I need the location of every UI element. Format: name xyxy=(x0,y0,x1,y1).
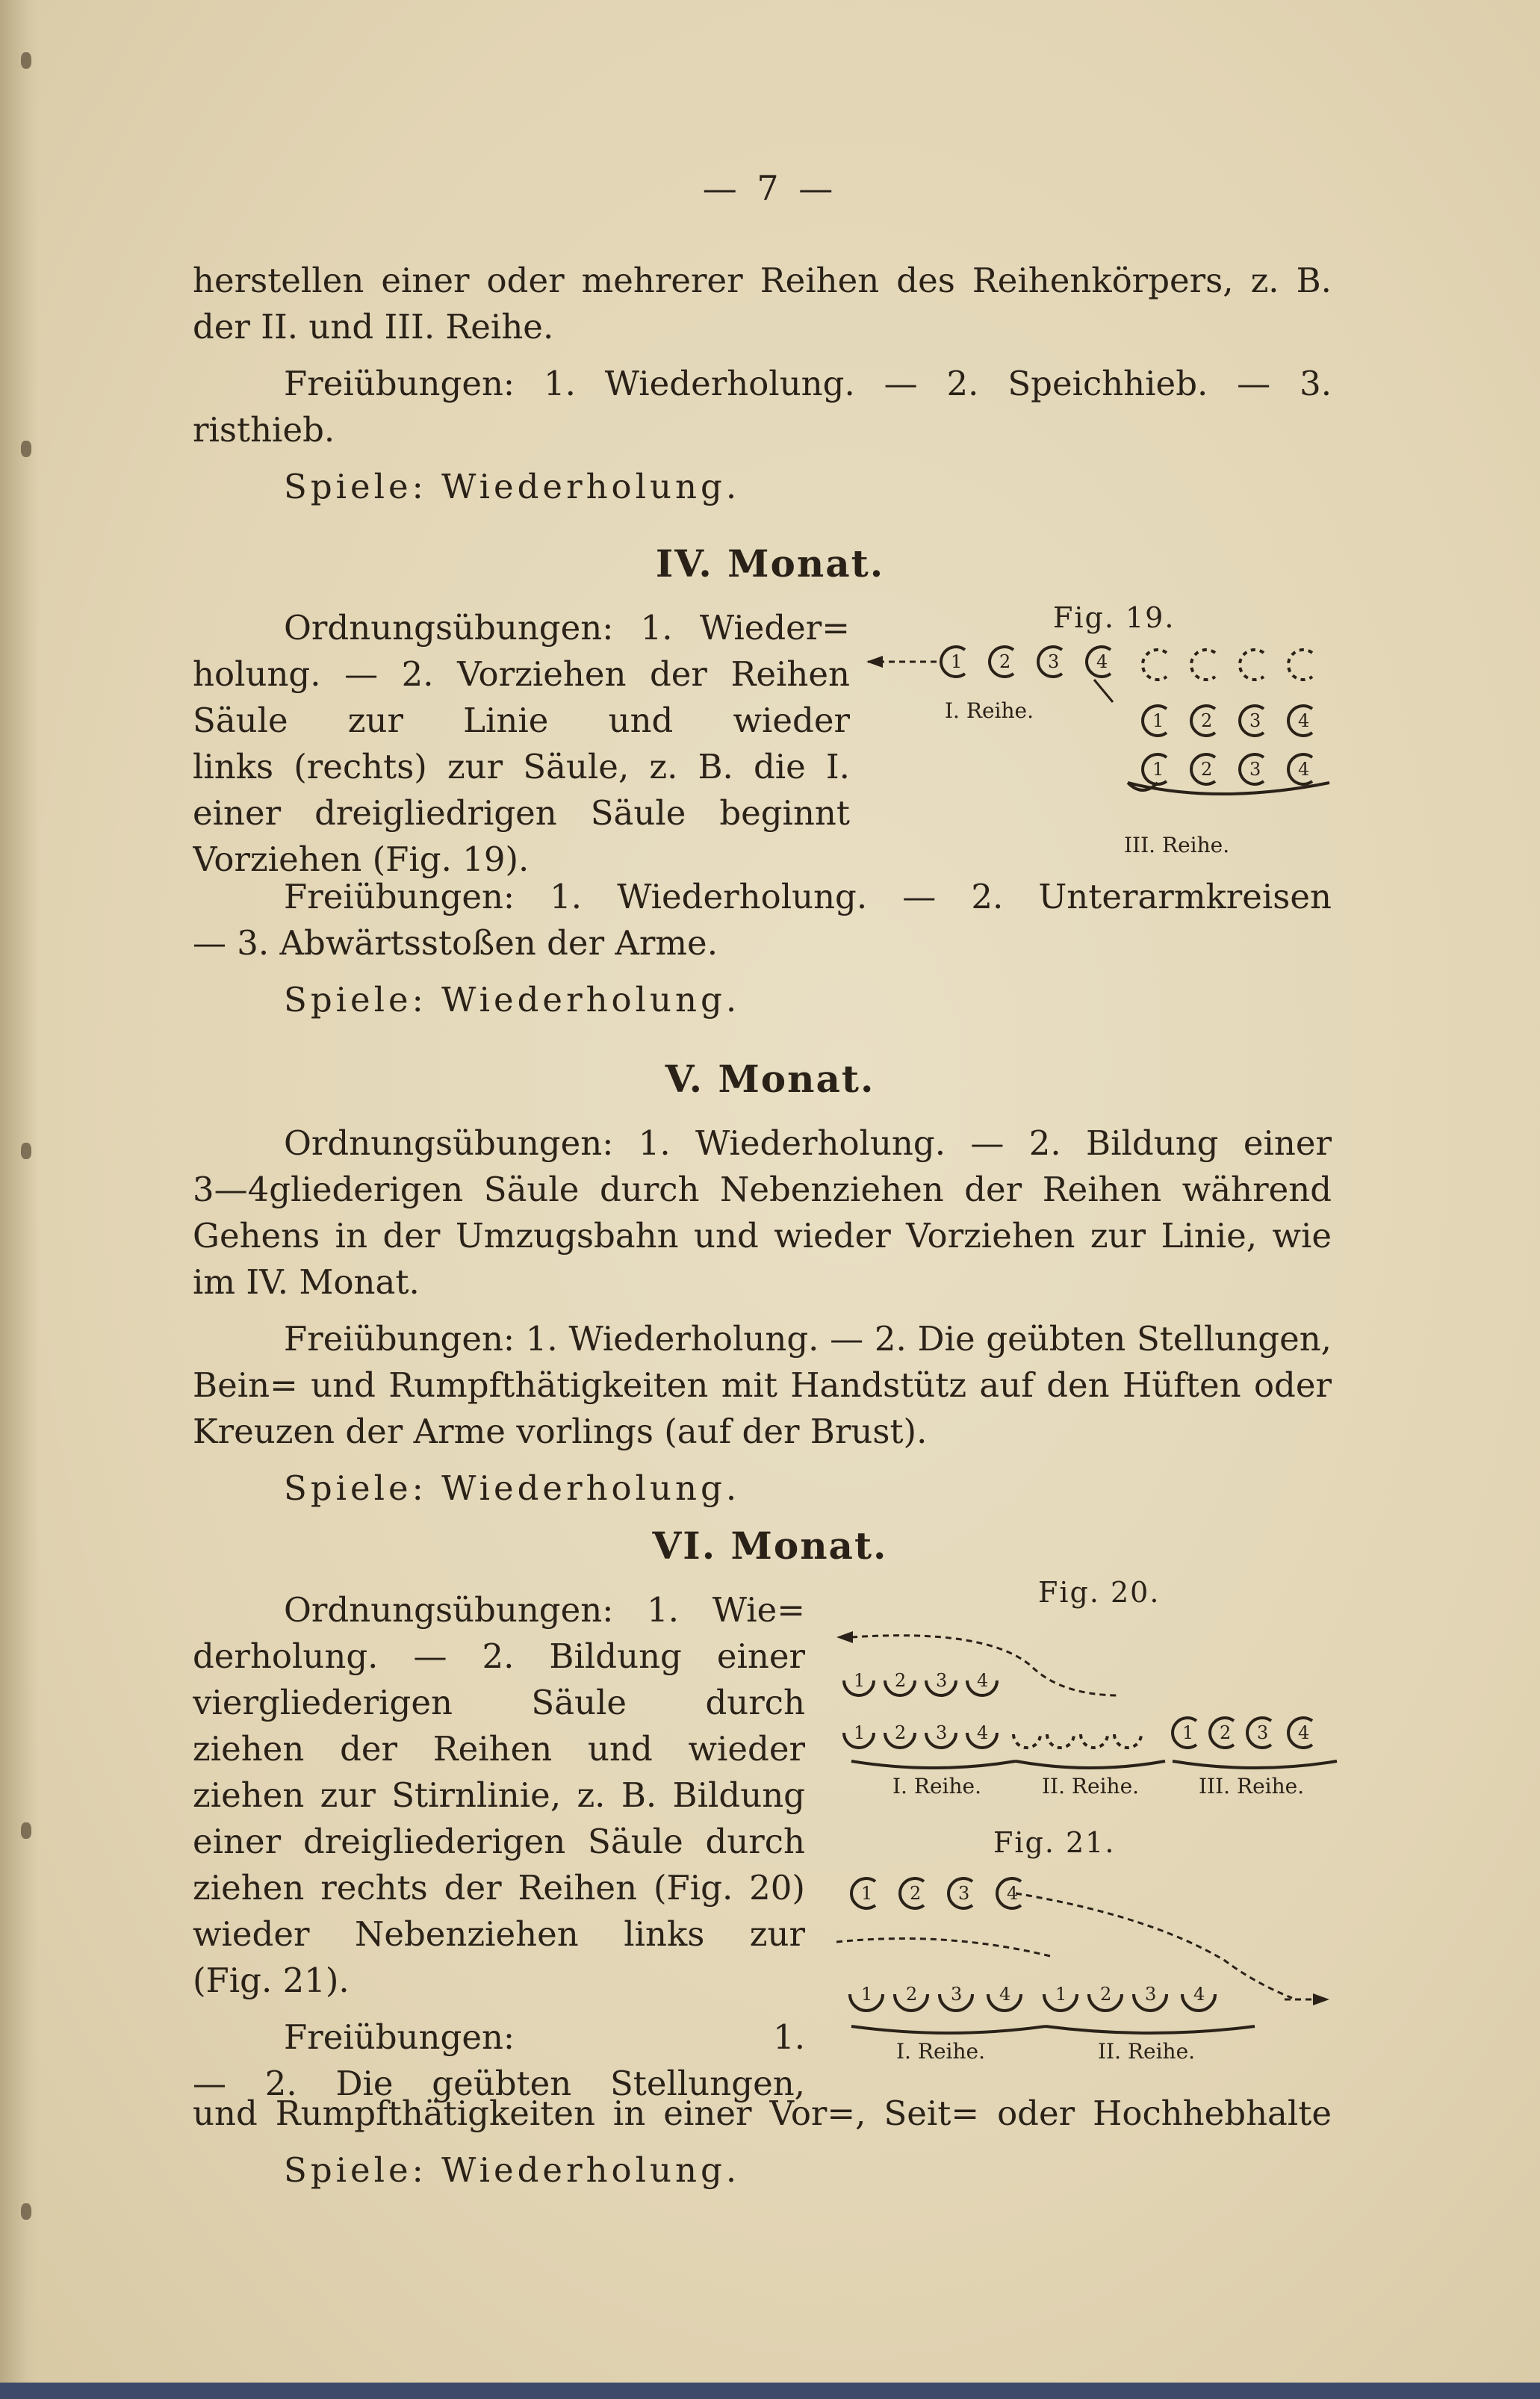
spiele-line: Spiele: Wiederholung. xyxy=(284,1468,741,1508)
binding-stitch xyxy=(21,52,31,69)
position-number: 4 xyxy=(1007,1883,1019,1904)
spiele-line: Spiele: Wiederholung. xyxy=(284,467,741,506)
position-number: 3 xyxy=(951,1984,963,2005)
empty-position-mark xyxy=(1191,650,1215,680)
text-line: — 2. Die geübten Stellungen, xyxy=(193,2064,805,2103)
position-number: 3 xyxy=(958,1883,970,1904)
position-number: 1 xyxy=(861,1984,873,2005)
position-number: 4 xyxy=(1298,759,1310,780)
text-line: viergliederigen Säule durch xyxy=(193,1683,805,1722)
text-line: links (rechts) zur Säule, z. B. die I. xyxy=(193,747,850,786)
text-line: ziehen rechts der Reihen (Fig. 20) xyxy=(193,1868,805,1908)
text-line: einer dreigliederigen Säule durch xyxy=(193,1822,805,1861)
position-number: 3 xyxy=(936,1722,948,1743)
position-number: 1 xyxy=(854,1670,866,1691)
empty-position-mark xyxy=(1047,1734,1074,1748)
empty-position-mark xyxy=(1013,1734,1040,1748)
text-line: Freiübungen: 1. Wiederholung. — 2. Die geübten Stellungen, xyxy=(284,1319,1332,1359)
text-line: und Rumpfthätigkeiten in einer Vor=, Seit= oder Hochhebhalte xyxy=(193,2094,1332,2133)
position-number: 2 xyxy=(895,1670,907,1691)
text-line: im IV. Monat. xyxy=(193,1262,420,1302)
empty-position-mark xyxy=(1240,650,1264,680)
binding-edge xyxy=(0,0,39,2399)
text-line: der II. und III. Reihe. xyxy=(193,307,554,347)
text-line: holung. — 2. Vorziehen der Reihen xyxy=(193,654,850,694)
text-line: Freiübungen: 1. xyxy=(284,2017,805,2057)
figure-21-drawing xyxy=(836,1826,1352,2065)
empty-position-mark xyxy=(1143,650,1167,680)
text-line: Bein= und Rumpfthätigkeiten mit Handstütz auf den Hüften oder xyxy=(193,1365,1332,1405)
position-number: 4 xyxy=(1298,710,1310,731)
position-number: 1 xyxy=(1182,1722,1194,1743)
figure-label: I. Reihe. xyxy=(892,1774,981,1799)
spiele-line: Spiele: Wiederholung. xyxy=(284,980,741,1020)
intro-block xyxy=(193,258,1332,510)
text-line: Gehens in der Umzugsbahn und wieder Vorziehen zur Linie, wie xyxy=(193,1216,1332,1256)
position-number: 1 xyxy=(1152,759,1164,780)
figure-20-drawing xyxy=(836,1576,1352,1800)
binding-stitch xyxy=(21,441,31,457)
spiele-line: Spiele: Wiederholung. xyxy=(284,2150,741,2190)
text-line: — 3. Abwärtsstoßen der Arme. xyxy=(193,923,718,963)
position-number: 4 xyxy=(1298,1722,1310,1743)
binding-stitch xyxy=(21,2203,31,2220)
figure-label: II. Reihe. xyxy=(1042,1774,1140,1799)
section-heading: VI. Monat. xyxy=(652,1524,888,1568)
binding-stitch xyxy=(21,1822,31,1839)
figure-label: III. Reihe. xyxy=(1199,1774,1305,1799)
text-line: ziehen zur Stirnlinie, z. B. Bildung xyxy=(193,1775,805,1815)
text-line: Ordnungsübungen: 1. Wieder= xyxy=(284,608,850,648)
text-line: Vorziehen (Fig. 19). xyxy=(193,840,530,879)
figure-19-drawing xyxy=(866,598,1344,874)
position-number: 2 xyxy=(895,1722,907,1743)
text-line: Säule zur Linie und wieder xyxy=(193,701,850,740)
position-number: 3 xyxy=(936,1670,948,1691)
text-line: einer dreigliedrigen Säule beginnt xyxy=(193,793,850,833)
text-line: Ordnungsübungen: 1. Wiederholung. — 2. Bildung einer xyxy=(284,1123,1332,1163)
text-line: (Fig. 21). xyxy=(193,1961,350,2000)
position-number: 4 xyxy=(1096,651,1108,672)
page-bottom-edge xyxy=(0,2383,1540,2399)
position-number: 2 xyxy=(906,1984,918,2005)
text-line: Freiübungen: 1. Wiederholung. — 2. Unterarmkreisen xyxy=(284,877,1332,916)
position-number: 1 xyxy=(1152,710,1164,731)
frei-block xyxy=(193,874,1332,1023)
position-number: 1 xyxy=(854,1722,866,1743)
text-line: 3—4gliederigen Säule durch Nebenziehen der Reihen während xyxy=(193,1170,1332,1209)
position-number: 1 xyxy=(861,1883,873,1904)
text-line: Kreuzen der Arme vorlings (auf der Brust). xyxy=(193,1412,928,1451)
figure-caption: Fig. 20. xyxy=(1038,1576,1161,1609)
text-line: risthieb. xyxy=(193,410,335,450)
figure-label: I. Reihe. xyxy=(896,2039,985,2064)
section-heading: IV. Monat. xyxy=(655,541,885,586)
figure-label: II. Reihe. xyxy=(1098,2039,1196,2064)
text-line: Freiübungen: 1. Wiederholung. — 2. Speichhieb. — 3. xyxy=(284,364,1332,403)
position-number: 3 xyxy=(1048,651,1060,672)
empty-position-mark xyxy=(1114,1734,1141,1748)
position-number: 1 xyxy=(951,651,963,672)
figure-19 xyxy=(866,598,1344,874)
figure-label: I. Reihe. xyxy=(945,698,1034,723)
figure-21 xyxy=(836,1826,1352,2065)
position-number: 4 xyxy=(999,1984,1011,2005)
position-number: 4 xyxy=(1193,1984,1205,2005)
position-number: 1 xyxy=(1055,1984,1067,2005)
page-number: — 7 — xyxy=(702,168,838,208)
figure-20 xyxy=(836,1576,1352,1800)
ordnung-block xyxy=(193,605,850,883)
position-number: 2 xyxy=(1100,1984,1112,2005)
position-number: 3 xyxy=(1249,710,1261,731)
text-line: Ordnungsübungen: 1. Wie= xyxy=(284,1590,805,1630)
position-number: 2 xyxy=(1201,710,1213,731)
position-number: 2 xyxy=(910,1883,922,1904)
figure-caption: Fig. 19. xyxy=(1053,601,1176,634)
text-line: herstellen einer oder mehrerer Reihen des Reihenkörpers, z. B. xyxy=(193,261,1332,300)
ordnung-block xyxy=(193,1120,1332,1512)
text-line: derholung. — 2. Bildung einer xyxy=(193,1636,805,1676)
empty-position-mark xyxy=(1288,650,1312,680)
position-number: 2 xyxy=(1220,1722,1232,1743)
section-heading: V. Monat. xyxy=(665,1057,875,1101)
frei-block xyxy=(193,2091,1332,2194)
position-number: 3 xyxy=(1145,1984,1157,2005)
figure-caption: Fig. 21. xyxy=(993,1826,1116,1859)
position-number: 3 xyxy=(1257,1722,1269,1743)
figure-label: III. Reihe. xyxy=(1124,833,1230,857)
text-line: ziehen der Reihen und wieder xyxy=(193,1729,805,1769)
position-number: 2 xyxy=(1201,759,1213,780)
position-number: 4 xyxy=(977,1670,989,1691)
position-number: 2 xyxy=(999,651,1011,672)
empty-position-mark xyxy=(1081,1734,1108,1748)
ordnung-block xyxy=(193,1587,805,2107)
text-line: wieder Nebenziehen links zur xyxy=(193,1914,805,1954)
position-number: 4 xyxy=(977,1722,989,1743)
position-number: 3 xyxy=(1249,759,1261,780)
binding-stitch xyxy=(21,1143,31,1159)
